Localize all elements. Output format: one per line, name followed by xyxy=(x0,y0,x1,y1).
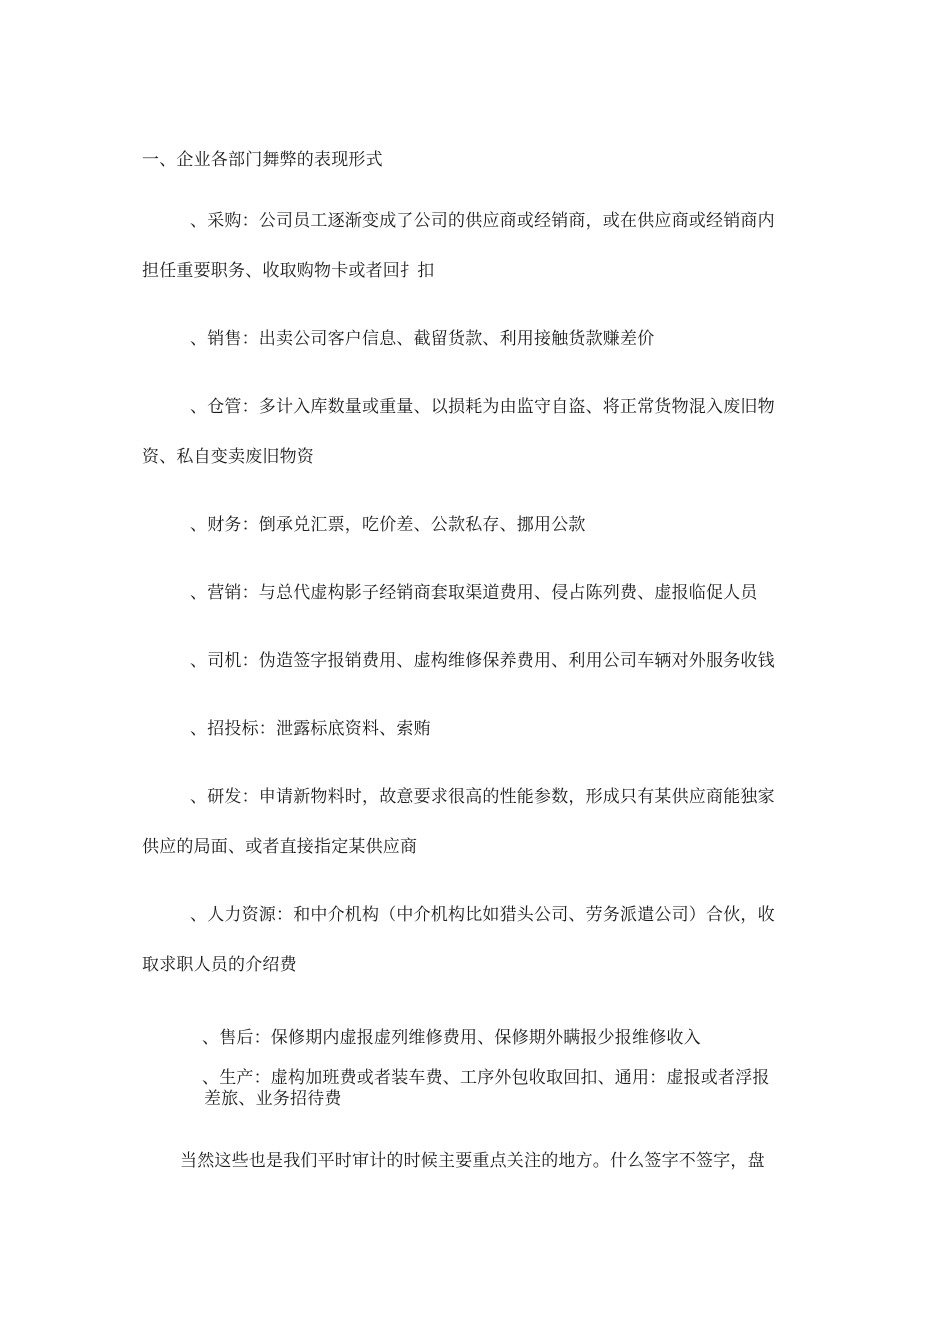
item-production-line-2: 差旅、业务招待费 xyxy=(204,1089,342,1109)
item-bidding: 、招投标：泄露标底资料、索贿 xyxy=(190,719,431,739)
item-rnd-line-1: 、研发：申请新物料时，故意要求很高的性能参数，形成只有某供应商能独家 xyxy=(190,787,775,807)
section-heading: 一、企业各部门舞弊的表现形式 xyxy=(142,150,383,170)
item-purchase-line-1: 、采购：公司员工逐渐变成了公司的供应商或经销商，或在供应商或经销商内 xyxy=(190,211,775,231)
item-production-line-1: 、生产：虚构加班费或者装车费、工序外包收取回扣、通用：虚报或者浮报 xyxy=(202,1068,770,1088)
closing-paragraph: 当然这些也是我们平时审计的时候主要重点关注的地方。什么签字不签字，盘 xyxy=(180,1151,765,1171)
item-warehouse-line-1: 、仓管：多计入库数量或重量、以损耗为由监守自盗、将正常货物混入废旧物 xyxy=(190,397,775,417)
item-purchase-line-2: 担任重要职务、收取购物卡或者回扌扣 xyxy=(142,261,435,281)
item-hr-line-2: 取求职人员的介绍费 xyxy=(142,955,297,975)
item-hr-line-1: 、人力资源：和中介机构（中介机构比如猎头公司、劳务派遣公司）合伙，收 xyxy=(190,905,775,925)
item-rnd-line-2: 供应的局面、或者直接指定某供应商 xyxy=(142,837,418,857)
item-driver: 、司机：伪造签字报销费用、虚构维修保养费用、利用公司车辆对外服务收钱 xyxy=(190,651,775,671)
item-marketing: 、营销：与总代虚构影子经销商套取渠道费用、侵占陈列费、虚报临促人员 xyxy=(190,583,758,603)
item-finance: 、财务：倒承兑汇票，吃价差、公款私存、挪用公款 xyxy=(190,515,586,535)
item-warehouse-line-2: 资、私自变卖废旧物资 xyxy=(142,447,314,467)
item-aftersales: 、售后：保修期内虚报虚列维修费用、保修期外瞒报少报维修收入 xyxy=(202,1028,701,1048)
item-sales: 、销售：出卖公司客户信息、截留货款、利用接触货款赚差价 xyxy=(190,329,655,349)
